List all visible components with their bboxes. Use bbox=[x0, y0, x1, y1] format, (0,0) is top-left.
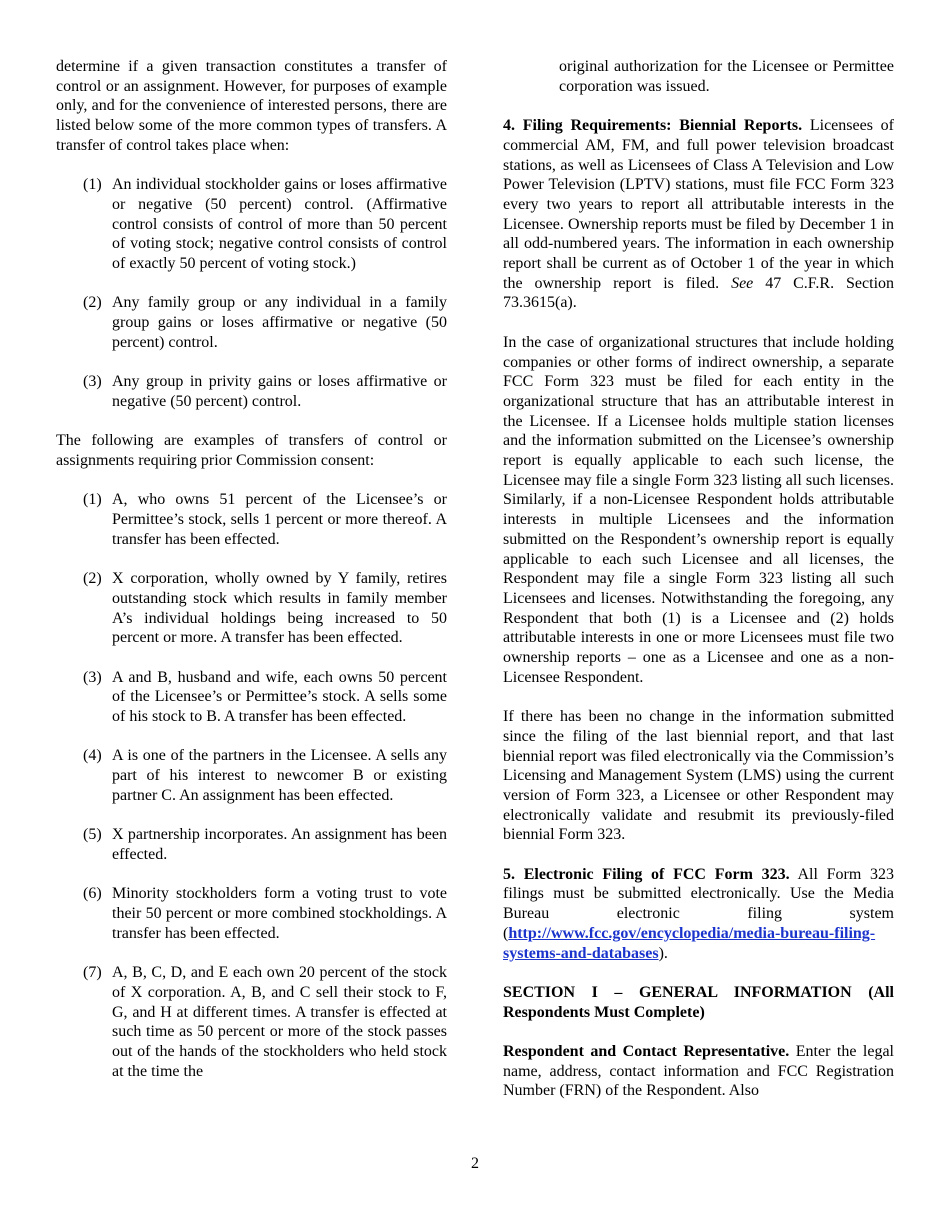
control-item-text: Any group in privity gains or loses affirmative or negative (50 percent) control. bbox=[112, 373, 447, 410]
section-1-heading-text: SECTION I – GENERAL INFORMATION (All Respondents Must Complete) bbox=[503, 983, 894, 1021]
section-4-heading: 4. Filing Requirements: Biennial Reports. bbox=[503, 117, 803, 135]
example-item bbox=[83, 963, 447, 1081]
example-7-continuation: original authorization for the Licensee or Permittee corporation was issued. bbox=[559, 58, 894, 95]
example-item-text: A, who owns 51 percent of the Licensee’s or Permittee’s stock, sells 1 percent or more thereof. A transfer has been effected. bbox=[112, 491, 447, 548]
respondent-paragraph bbox=[503, 1042, 894, 1101]
example-item-number: (6) bbox=[83, 885, 102, 903]
example-item-number: (7) bbox=[83, 964, 102, 982]
example-item-number: (4) bbox=[83, 747, 102, 765]
section-5-end: ). bbox=[658, 944, 668, 962]
control-item bbox=[83, 372, 447, 411]
example-item bbox=[83, 668, 447, 727]
section-4-paragraph bbox=[503, 116, 894, 313]
respondent-heading: Respondent and Contact Representative. bbox=[503, 1043, 790, 1061]
filing-systems-link[interactable]: http://www.fcc.gov/encyclopedia/media-bureau-filing-systems-and-databases bbox=[503, 924, 876, 962]
organizational-structures-paragraph: In the case of organizational structures that include holding companies or other forms of indirect ownership, a separate FCC Form 323 must be filed for each entity in the organizational structure that has an attributable interest in the Licensee. If a Licensee holds multiple station licenses and the information submitted on the Licensee’s ownership report is equally applicable to each such license, the Licensee may file a single Form 323 listing all such licenses. Similarly, if a non-Licensee Respondent holds attributable interests in multiple Licensees and the information submitted on the Respondent’s ownership report is equally applicable to each such Licensee and all licenses, the Respondent may file a single Form 323 listing all such Licensees and licenses. Notwithstanding the foregoing, any Respondent that both (1) is a Licensee and (2) holds attributable interests in one or more Licensees must file two ownership reports – one as a Licensee and one as a non-Licensee Respondent. bbox=[503, 333, 894, 686]
control-item-text: Any family group or any individual in a family group gains or loses affirmative or negative (50 percent) control. bbox=[112, 294, 447, 351]
cfr-citation: 47 C.F.R. Section 73.3615(a). bbox=[503, 274, 895, 312]
section-5-text: All Form 323 filings must be submitted electronically. Use the Media Bureau electronic filing system ( bbox=[503, 865, 894, 942]
section-4-text: Licensees of commercial AM, FM, and full power television broadcast stations, as well as Licensees of Class A Television and Low Power Television (LPTV) stations, must file FCC Form 323 every two years to report all attributable interests in the Licensee. Ownership reports must be filed by December 1 in all odd-numbered years. The information in each ownership report shall be current as of October 1 of the year in which the ownership report is filed. bbox=[503, 117, 895, 292]
control-item bbox=[83, 293, 447, 352]
example-item bbox=[83, 746, 447, 805]
control-item-number: (2) bbox=[83, 294, 102, 312]
control-item-text: An individual stockholder gains or loses affirmative or negative (50 percent) control. (Affirmative control consists of control of more than 50 percent of voting stock; negative control consists of control of exactly 50 percent of voting stock.) bbox=[112, 176, 447, 273]
see-signal: See bbox=[731, 274, 754, 292]
no-change-paragraph: If there has been no change in the information submitted since the filing of the last biennial report, and that last biennial report was filed electronically via the Commission’s Licensing and Management System (LMS) using the current version of Form 323, a Licensee or other Respondent may electronically validate and resubmit its previously-filed biennial Form 323. bbox=[503, 708, 894, 844]
control-item bbox=[83, 175, 447, 274]
example-item bbox=[83, 825, 447, 864]
example-item bbox=[83, 884, 447, 943]
control-list bbox=[56, 175, 447, 411]
example-item-text: A, B, C, D, and E each own 20 percent of the stock of X corporation. A, B, and C sell their stock to F, G, and H at different times. A transfer is effected at such time as 50 percent or more of the stock passes out of the hands of the stockholders who held stock at the time the bbox=[112, 964, 447, 1080]
respondent-text: Enter the legal name, address, contact information and FCC Registration Number (FRN) of the Respondent. Also bbox=[503, 1043, 895, 1100]
example-item-text: A is one of the partners in the Licensee. A sells any part of his interest to newcomer B or existing partner C. An assignment has been effected. bbox=[112, 747, 447, 804]
examples-list bbox=[56, 490, 447, 1081]
control-item-number: (3) bbox=[83, 373, 102, 391]
examples-intro: The following are examples of transfers of control or assignments requiring prior Commission consent: bbox=[56, 432, 447, 469]
example-item-text: Minority stockholders form a voting trust to vote their 50 percent or more combined stockholdings. A transfer has been effected. bbox=[112, 885, 447, 942]
right-column bbox=[503, 57, 894, 1121]
example-item-number: (3) bbox=[83, 668, 102, 686]
example-item-number: (5) bbox=[83, 826, 102, 844]
example-item-text: X partnership incorporates. An assignment has been effected. bbox=[112, 826, 447, 863]
example-item bbox=[83, 569, 447, 648]
section-1-heading bbox=[503, 983, 894, 1022]
page-number: 2 bbox=[471, 1155, 479, 1172]
example-item-number: (2) bbox=[83, 570, 102, 588]
section-5-heading: 5. Electronic Filing of FCC Form 323. bbox=[503, 865, 790, 883]
example-item-text: A and B, husband and wife, each owns 50 percent of the Licensee’s or Permittee’s stock. A sells some of his stock to B. A transfer has been effected. bbox=[112, 668, 447, 726]
control-item-number: (1) bbox=[83, 176, 102, 194]
intro-paragraph: determine if a given transaction constitutes a transfer of control or an assignment. However, for purposes of example only, and for the convenience of interested persons, there are listed below some of the more common types of transfers. A transfer of control takes place when: bbox=[56, 58, 447, 154]
example-item-number: (1) bbox=[83, 491, 102, 509]
example-item-text: X corporation, wholly owned by Y family, retires outstanding stock which results in family member A’s individual holdings being increased to 50 percent or more. A transfer has been effected. bbox=[112, 570, 447, 647]
example-item bbox=[83, 490, 447, 549]
section-5-paragraph bbox=[503, 865, 894, 964]
left-column bbox=[56, 57, 447, 1101]
